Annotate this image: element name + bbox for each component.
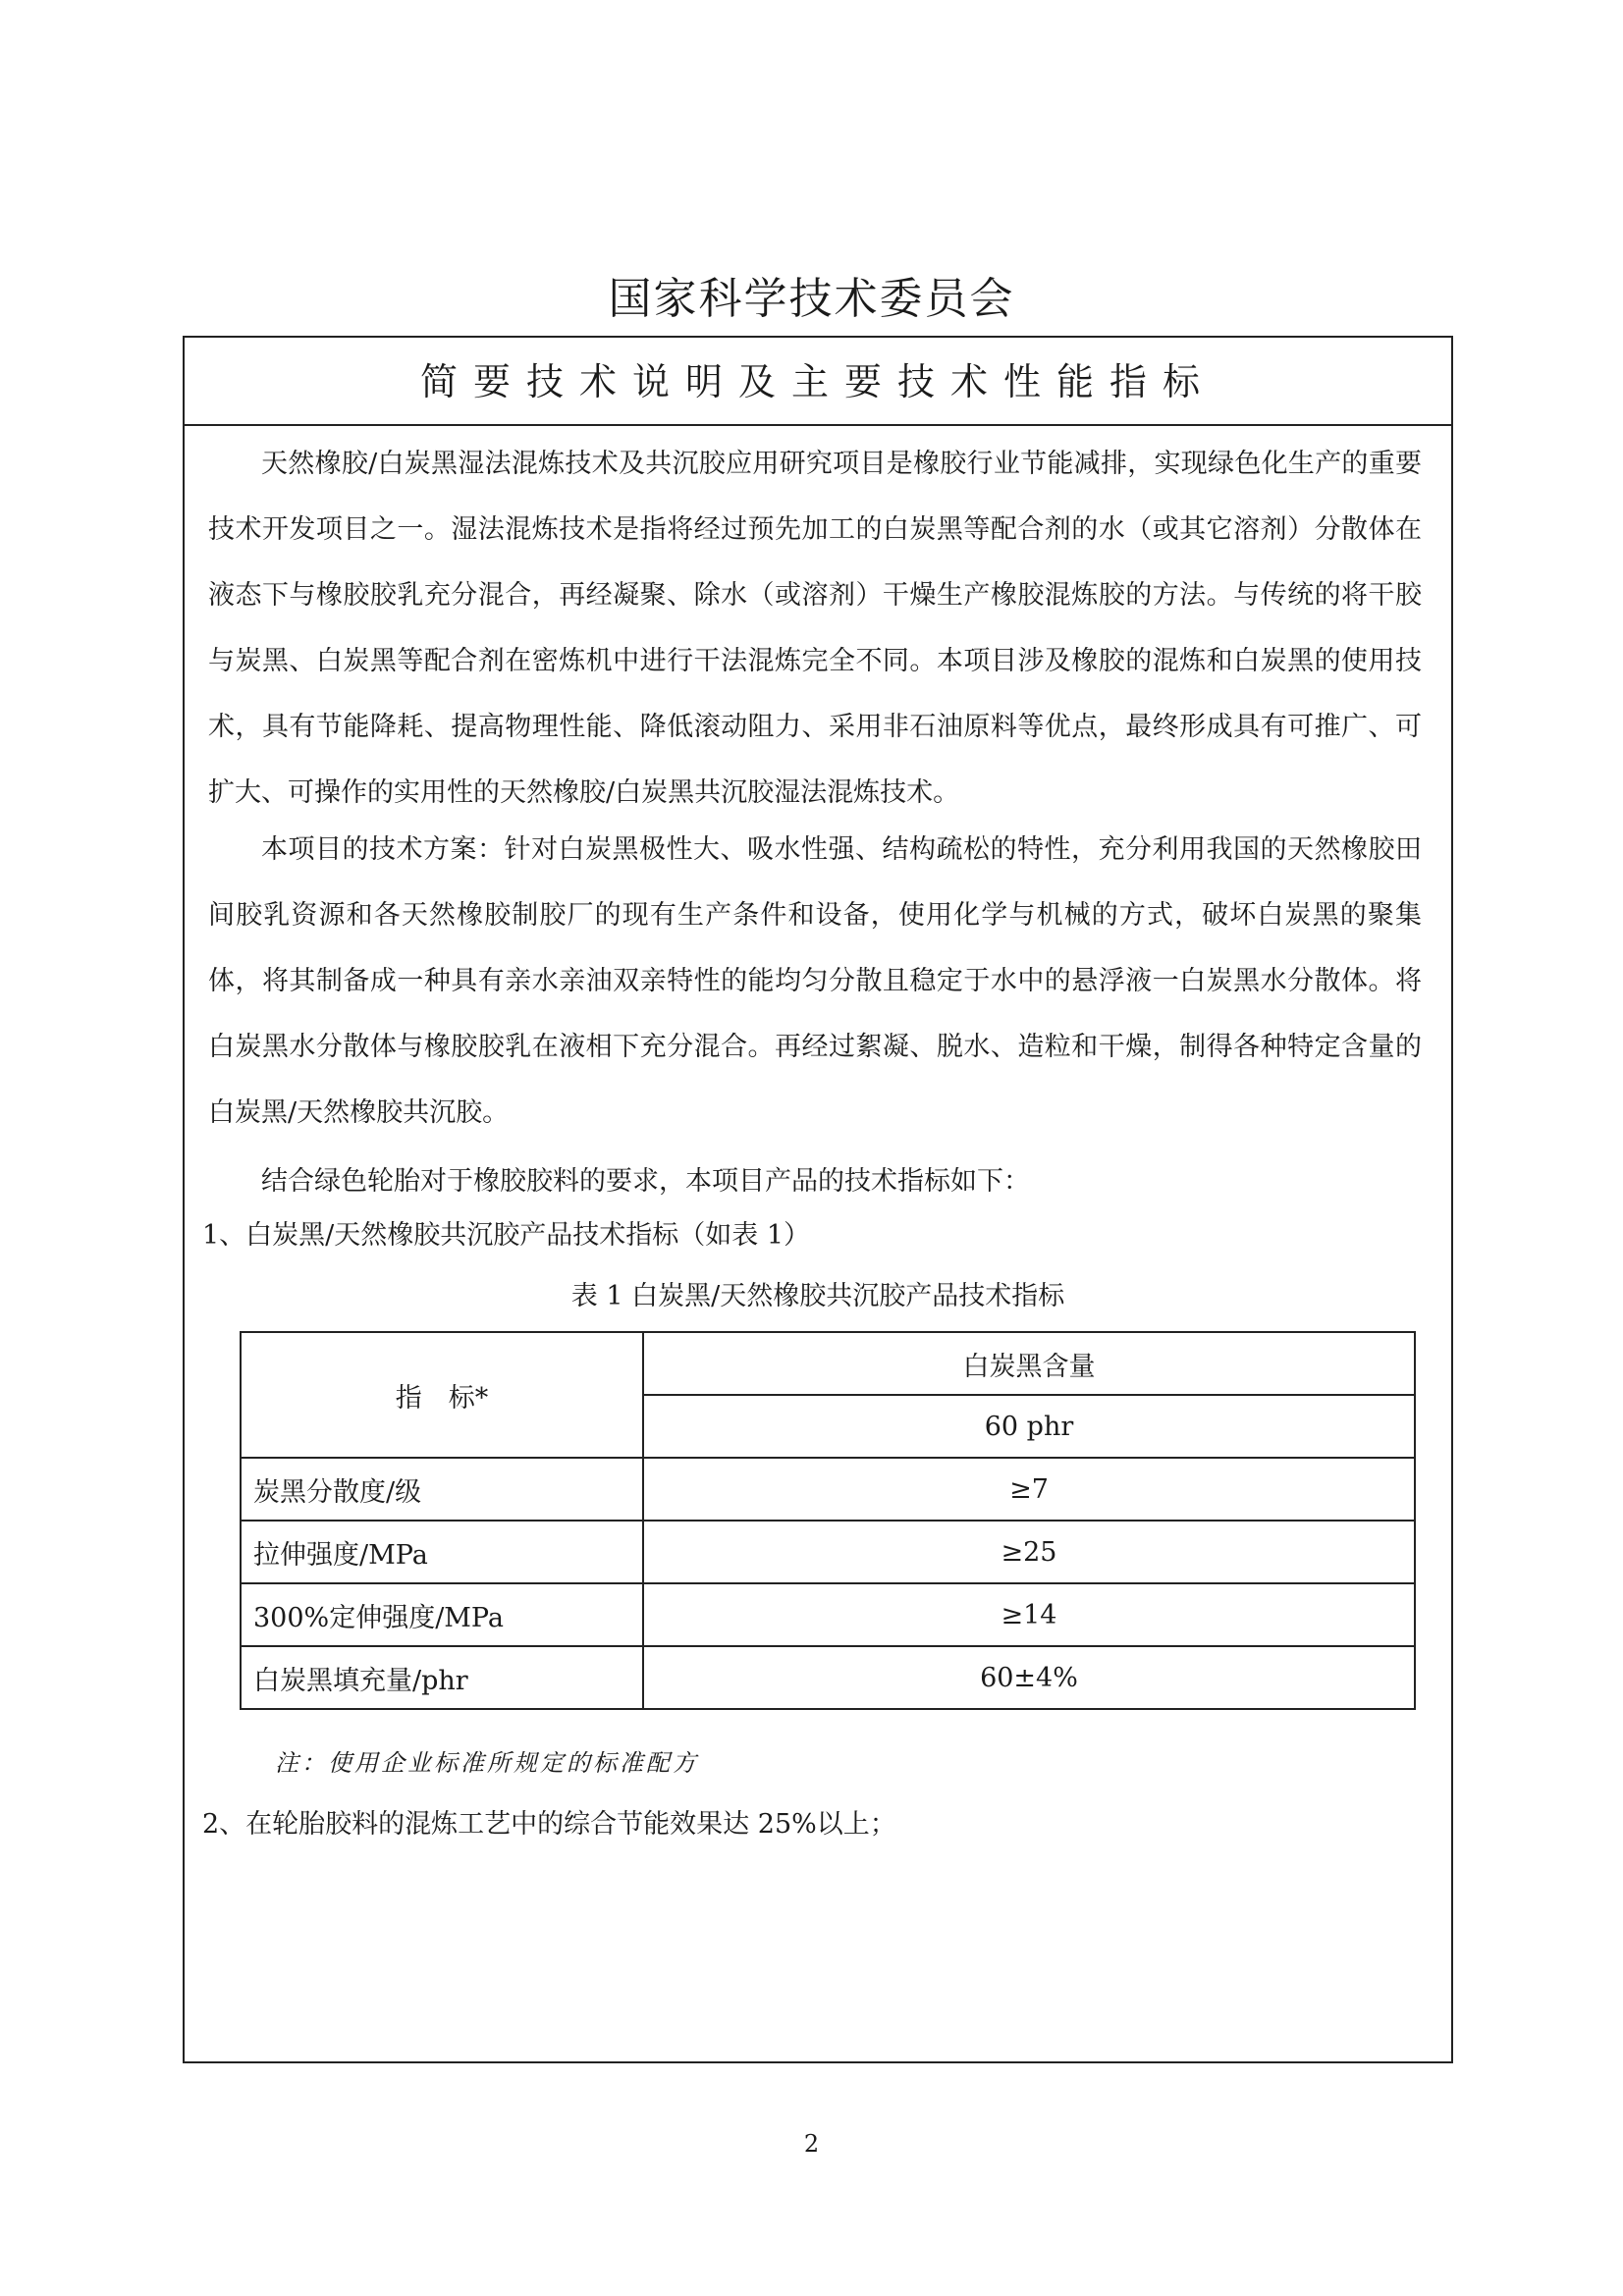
row-value: ≥7 [643,1458,1415,1521]
table-caption: 表 1 白炭黑/天然橡胶共沉胶产品技术指标 [570,1281,1065,1311]
header-silica-content: 白炭黑含量 [643,1332,1415,1395]
form-frame [183,336,1453,2063]
page-number: 2 [803,2130,820,2158]
table-row [241,1521,1415,1583]
table-row [241,1458,1415,1521]
paragraph-intro: 天然橡胶/白炭黑湿法混炼技术及共沉胶应用研究项目是橡胶行业节能减排，实现绿色化生产的重要技术开发项目之一。湿法混炼技术是指将经过预先加工的白炭黑等配合剂的水（或其它溶剂）分散体在液态下与橡胶胶乳充分混合，再经凝聚、除水（或溶剂）干燥生产橡胶混炼胶的方法。与传统的将干胶与炭黑、白炭黑等配合剂在密炼机中进行干法混炼完全不同。本项目涉及橡胶的混炼和白炭黑的使用技术，具有节能降耗、提高物理性能、降低滚动阻力、采用非石油原料等优点，最终形成具有可推广、可扩大、可操作的实用性的天然橡胶/白炭黑共沉胶湿法混炼技术。 [208,449,1422,808]
table-header-row [241,1332,1415,1395]
row-label: 300%定伸强度/MPa [241,1583,643,1646]
spec-table [240,1331,1416,1710]
paragraph-indicators-intro: 结合绿色轮胎对于橡胶胶料的要求，本项目产品的技术指标如下： [261,1166,1030,1197]
row-label: 炭黑分散度/级 [241,1458,643,1521]
row-label: 拉伸强度/MPa [241,1521,643,1583]
table-note: 注：使用企业标准所规定的标准配方 [275,1749,699,1777]
table-row [241,1583,1415,1646]
paragraph-technical-scheme: 本项目的技术方案：针对白炭黑极性大、吸水性强、结构疏松的特性，充分利用我国的天然橡胶田间胶乳资源和各天然橡胶制胶厂的现有生产条件和设备，使用化学与机械的方式，破坏白炭黑的聚集体，将其制备成一种具有亲水亲油双亲特性的能均匀分散且稳定于水中的悬浮液一白炭黑水分散体。将白炭黑水分散体与橡胶胶乳在液相下充分混合。再经过絮凝、脱水、造粒和干燥，制得各种特定含量的白炭黑/天然橡胶共沉胶。 [208,834,1422,1128]
organization-title: 国家科学技术委员会 [608,274,1015,324]
row-label: 白炭黑填充量/phr [241,1646,643,1709]
header-indicator: 指 标* [241,1332,643,1458]
header-60phr: 60 phr [643,1395,1415,1458]
item-2: 2、在轮胎胶料的混炼工艺中的综合节能效果达 25%以上； [202,1809,896,1840]
row-value: ≥14 [643,1583,1415,1646]
row-value: ≥25 [643,1521,1415,1583]
table-row [241,1646,1415,1709]
item-1: 1、白炭黑/天然橡胶共沉胶产品技术指标（如表 1） [202,1220,811,1251]
section-header: 简要技术说明及主要技术性能指标 [185,338,1451,426]
row-value: 60±4% [643,1646,1415,1709]
